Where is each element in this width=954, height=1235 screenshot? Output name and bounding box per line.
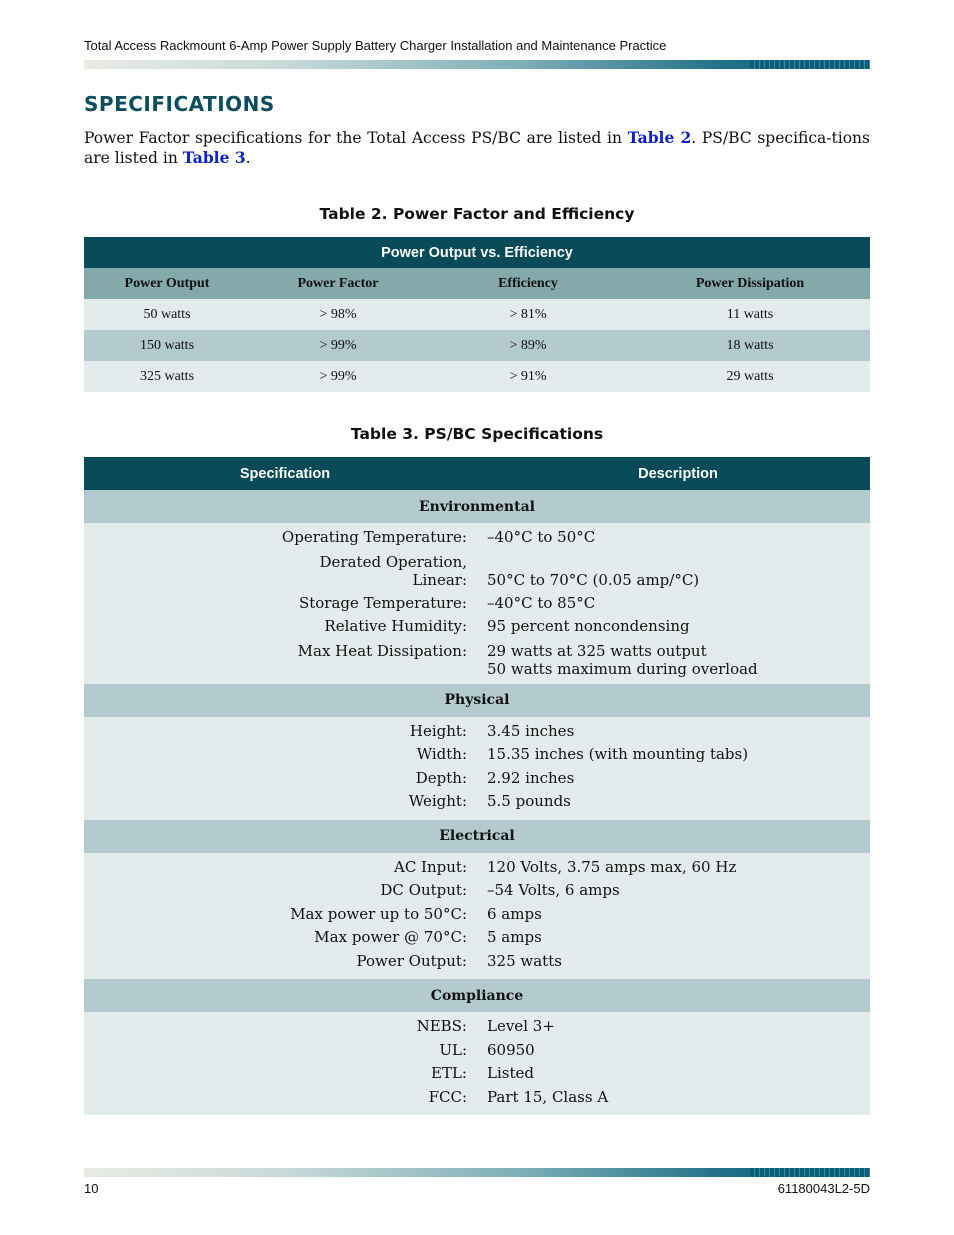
power-factor-table <box>84 237 870 392</box>
spec-value: Listed <box>487 1064 534 1082</box>
col-power-dissipation: Power Dissipation <box>695 275 805 291</box>
col-specification: Specification <box>239 465 331 482</box>
intro-text-1: Power Factor specifications for the Total Access PS/BC are listed in <box>84 129 628 147</box>
table-2-banner: Power Output vs. Efficiency <box>381 244 573 261</box>
header-rule <box>84 60 870 69</box>
cell: > 99% <box>250 361 426 392</box>
specifications-table <box>84 457 870 1115</box>
spec-label: Height: <box>409 721 467 740</box>
spec-label: Derated Operation, <box>319 552 467 571</box>
electrical-rows <box>84 853 870 980</box>
spec-label: NEBS: <box>416 1017 467 1035</box>
table-2-caption: Table 2. Power Factor and Efficiency <box>319 205 635 223</box>
cell: 11 watts <box>630 299 870 330</box>
table-2-link[interactable]: Table 2 <box>627 128 692 147</box>
spec-label: Max power @ 70°C: <box>314 928 467 946</box>
spec-value: 29 watts at 325 watts output <box>487 641 707 660</box>
spec-label: Storage Temperature: <box>298 593 467 612</box>
cell: > 99% <box>250 330 426 361</box>
cell: 18 watts <box>630 330 870 361</box>
spec-label: Max power up to 50°C: <box>290 904 467 923</box>
spec-value: –54 Volts, 6 amps <box>487 881 620 899</box>
spec-value: 325 watts <box>487 951 562 970</box>
group-physical: Physical <box>84 684 870 717</box>
group-compliance: Compliance <box>84 979 870 1012</box>
cell: 29 watts <box>630 361 870 392</box>
spec-label: Width: <box>416 745 467 763</box>
intro-paragraph <box>84 128 870 168</box>
spec-value: –40°C to 85°C <box>487 593 596 612</box>
table-row <box>84 361 870 392</box>
spec-value: 50°C to 70°C (0.05 amp/°C) <box>487 570 700 589</box>
spec-value: 15.35 inches (with mounting tabs) <box>487 745 749 763</box>
intro-text-2: . PS/BC specifica-tions are listed in <box>84 129 870 167</box>
document-number: 61180043L2-5D <box>777 1181 870 1196</box>
cell: > 81% <box>426 299 630 330</box>
cell: > 91% <box>426 361 630 392</box>
spec-label: UL: <box>439 1040 467 1059</box>
spec-value: 6 amps <box>487 904 542 923</box>
footer-rule <box>84 1168 870 1177</box>
group-electrical: Electrical <box>84 820 870 853</box>
spec-value: 60950 <box>487 1040 535 1059</box>
cell: 150 watts <box>84 330 250 361</box>
table-row <box>84 299 870 330</box>
spec-value: 5 amps <box>487 928 542 946</box>
section-heading: SPECIFICATIONS <box>84 92 275 116</box>
cell: 50 watts <box>84 299 250 330</box>
col-efficiency: Efficiency <box>498 275 558 291</box>
cell: 325 watts <box>84 361 250 392</box>
cell: > 89% <box>426 330 630 361</box>
spec-value: Part 15, Class A <box>487 1087 609 1106</box>
spec-label: Depth: <box>415 768 467 787</box>
table-3-caption: Table 3. PS/BC Specifications <box>350 425 604 443</box>
spec-value: 2.92 inches <box>487 768 575 787</box>
page-number: 10 <box>84 1181 99 1196</box>
col-description: Description <box>638 465 718 482</box>
spec-label: Linear: <box>412 570 467 589</box>
intro-text-3: . <box>245 149 251 167</box>
spec-label: Operating Temperature: <box>281 528 467 546</box>
spec-value: 5.5 pounds <box>487 792 571 810</box>
spec-label: Power Output: <box>356 951 467 970</box>
spec-label: Max Heat Dissipation: <box>297 641 467 660</box>
col-power-output: Power Output <box>124 275 210 291</box>
compliance-rows <box>84 1012 870 1115</box>
spec-value: Level 3+ <box>487 1017 555 1035</box>
spec-value: –40°C to 50°C <box>487 528 596 546</box>
spec-label: Weight: <box>408 792 467 810</box>
running-header: Total Access Rackmount 6-Amp Power Supply Battery Charger Installation and Maintenance Practice <box>84 38 667 53</box>
environmental-rows <box>84 523 870 684</box>
spec-label: ETL: <box>431 1064 467 1082</box>
spec-value: 120 Volts, 3.75 amps max, 60 Hz <box>487 857 737 876</box>
spec-label: DC Output: <box>380 881 467 899</box>
spec-value: 95 percent noncondensing <box>487 617 690 635</box>
table-row <box>84 330 870 361</box>
group-environmental: Environmental <box>84 490 870 523</box>
physical-rows <box>84 717 870 820</box>
spec-label: Relative Humidity: <box>324 617 467 635</box>
table-3-link[interactable]: Table 3 <box>182 148 246 167</box>
spec-label: AC Input: <box>393 857 467 876</box>
spec-value: 3.45 inches <box>487 721 575 740</box>
cell: > 98% <box>250 299 426 330</box>
col-power-factor: Power Factor <box>297 275 379 291</box>
spec-label: FCC: <box>428 1087 467 1106</box>
spec-value: 50 watts maximum during overload <box>487 659 758 678</box>
